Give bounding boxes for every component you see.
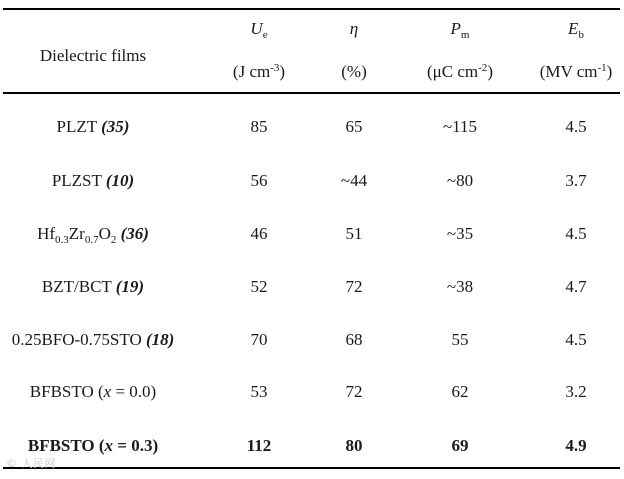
table-cell-film: 0.25BFO-0.75STO (18) <box>11 330 175 349</box>
table-cell-eta: 68 <box>345 330 363 349</box>
table-cell-film: BFBSTO (x = 0.0) <box>29 382 157 401</box>
table-bottom-rule <box>3 467 620 469</box>
table-cell-film: BZT/BCT (19) <box>41 277 145 296</box>
header-eta-unit: (%) <box>341 62 367 81</box>
table-cell-eta: 80 <box>345 436 363 455</box>
table-cell-ue: 56 <box>250 171 268 190</box>
table-cell-pm: 69 <box>451 436 469 455</box>
table-cell-pm: ~38 <box>446 277 474 296</box>
table-top-rule <box>3 8 620 10</box>
table-cell-ue: 53 <box>250 382 268 401</box>
table-cell-pm: 55 <box>451 330 469 349</box>
header-eta-symbol: η <box>349 19 359 38</box>
header-ue-unit: (J $cm^{-3}$) <box>232 62 286 81</box>
table-header-rule <box>3 92 620 94</box>
table-cell-ue: 46 <box>250 224 268 243</box>
table-cell-ue: 52 <box>250 277 268 296</box>
table-cell-pm: ~35 <box>446 224 474 243</box>
table-cell-ue: 112 <box>246 436 272 455</box>
table-cell-eta: 51 <box>345 224 363 243</box>
watermark: © 人民网 <box>6 457 56 470</box>
table-cell-eb: 4.5 <box>565 117 587 136</box>
table-cell-pm: 62 <box>451 382 469 401</box>
table-cell-eta: 65 <box>345 117 363 136</box>
table-cell-eta: 72 <box>345 382 363 401</box>
header-ue-symbol: $U_e$ <box>250 19 268 41</box>
table-cell-pm: ~80 <box>446 171 474 190</box>
table-cell-film: PLZST (10) <box>51 171 135 190</box>
header-dielectric-films: Dielectric films <box>39 46 147 65</box>
table-cell-eb: 4.5 <box>565 224 587 243</box>
header-eb-unit: (MV $cm^{-1}$) <box>539 62 613 81</box>
header-pm-unit: (μC $cm^{-2}$) <box>427 62 493 81</box>
table-cell-eta: 72 <box>345 277 363 296</box>
table-cell-ue: 70 <box>250 330 268 349</box>
header-pm-symbol: $P_m$ <box>450 19 470 41</box>
table-cell-ue: 85 <box>250 117 268 136</box>
table-cell-eb: 4.9 <box>565 436 587 455</box>
table-cell-film: PLZT (35) <box>56 117 130 136</box>
header-eb-symbol: $E_b$ <box>568 19 584 41</box>
table-cell-pm: ~115 <box>442 117 478 136</box>
table-cell-eta: ~44 <box>340 171 368 190</box>
table-cell-eb: 4.5 <box>565 330 587 349</box>
table-cell-eb: 3.2 <box>565 382 587 401</box>
table-cell-eb: 3.7 <box>565 171 587 190</box>
table-cell-eb: 4.7 <box>565 277 587 296</box>
table-cell-film: BFBSTO (x = 0.3) <box>27 436 159 455</box>
table-cell-film: $Hf_{0.3}Zr_{0.7}O_2$ (36) <box>37 224 149 246</box>
